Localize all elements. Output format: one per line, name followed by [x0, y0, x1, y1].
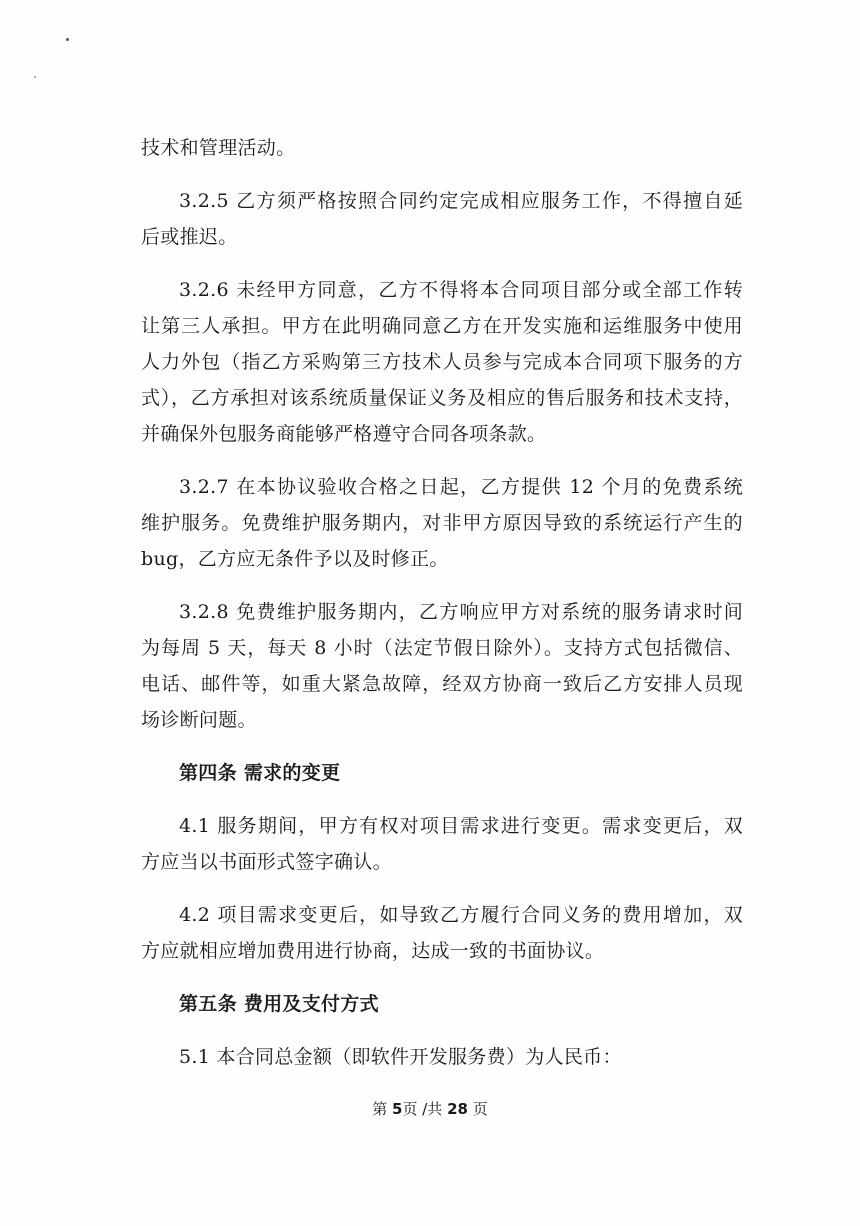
text-line: 4.2 项目需求变更后，如导致乙方履行合同义务的费用增加，双 [179, 904, 743, 926]
footer-total-pages: 28 [447, 1100, 468, 1118]
text-line: 让第三人承担。甲方在此明确同意乙方在开发实施和运维服务中使用 [141, 315, 743, 337]
text-line: 3.2.7 在本协议验收合格之日起，乙方提供 12 个月的免费系统 [179, 476, 743, 498]
section-heading: 第五条 费用及支付方式 [179, 993, 379, 1015]
continuation-paragraph [141, 130, 743, 166]
text-line: 并确保外包服务商能够严格遵守合同各项条款。 [141, 423, 547, 445]
page-footer [0, 1098, 860, 1119]
text-line: 方应当以书面形式签字确认。 [141, 851, 392, 873]
text-line: 场诊断问题。 [141, 709, 257, 731]
text-line: 人力外包（指乙方采购第三方技术人员参与完成本合同项下服务的方 [141, 351, 743, 373]
clause-paragraph [141, 1039, 743, 1075]
text-line: bug，乙方应无条件予以及时修正。 [141, 548, 449, 570]
clause-paragraph [141, 272, 743, 452]
clause-paragraph [141, 594, 743, 738]
text-line: 5.1 本合同总金额（即软件开发服务费）为人民币： [179, 1046, 622, 1068]
text-line: 3.2.6 未经甲方同意，乙方不得将本合同项目部分或全部工作转 [179, 279, 743, 301]
text-line: 维护服务。免费维护服务期内，对非甲方原因导致的系统运行产生的 [141, 512, 743, 534]
footer-middle: 页 /共 [402, 1100, 448, 1118]
text-line: 方应就相应增加费用进行协商，达成一致的书面协议。 [141, 940, 605, 962]
text-line: 后或推迟。 [141, 226, 238, 248]
clause-paragraph [141, 897, 743, 969]
document-body [141, 130, 743, 1092]
clause-paragraph [141, 183, 743, 255]
clause-paragraph [141, 469, 743, 577]
text-line: 3.2.5 乙方须严格按照合同约定完成相应服务工作，不得擅自延 [179, 190, 743, 212]
text-line: 3.2.8 免费维护服务期内，乙方响应甲方对系统的服务请求时间 [179, 601, 743, 623]
text-line: 电话、邮件等，如重大紧急故障，经双方协商一致后乙方安排人员现 [141, 673, 743, 695]
scan-speck [66, 38, 69, 41]
text-line: 为每周 5 天，每天 8 小时（法定节假日除外）。支持方式包括微信、 [141, 637, 743, 659]
text-line: 式），乙方承担对该系统质量保证义务及相应的售后服务和技术支持， [141, 387, 743, 409]
section-heading: 第四条 需求的变更 [179, 762, 341, 784]
scan-speck [34, 76, 36, 78]
text-line: 4.1 服务期间，甲方有权对项目需求进行变更。需求变更后，双 [179, 815, 743, 837]
clause-paragraph [141, 808, 743, 880]
footer-current-page: 5 [392, 1100, 403, 1118]
footer-suffix: 页 [467, 1100, 488, 1118]
text-line: 技术和管理活动。 [141, 137, 296, 159]
footer-prefix: 第 [372, 1100, 393, 1118]
